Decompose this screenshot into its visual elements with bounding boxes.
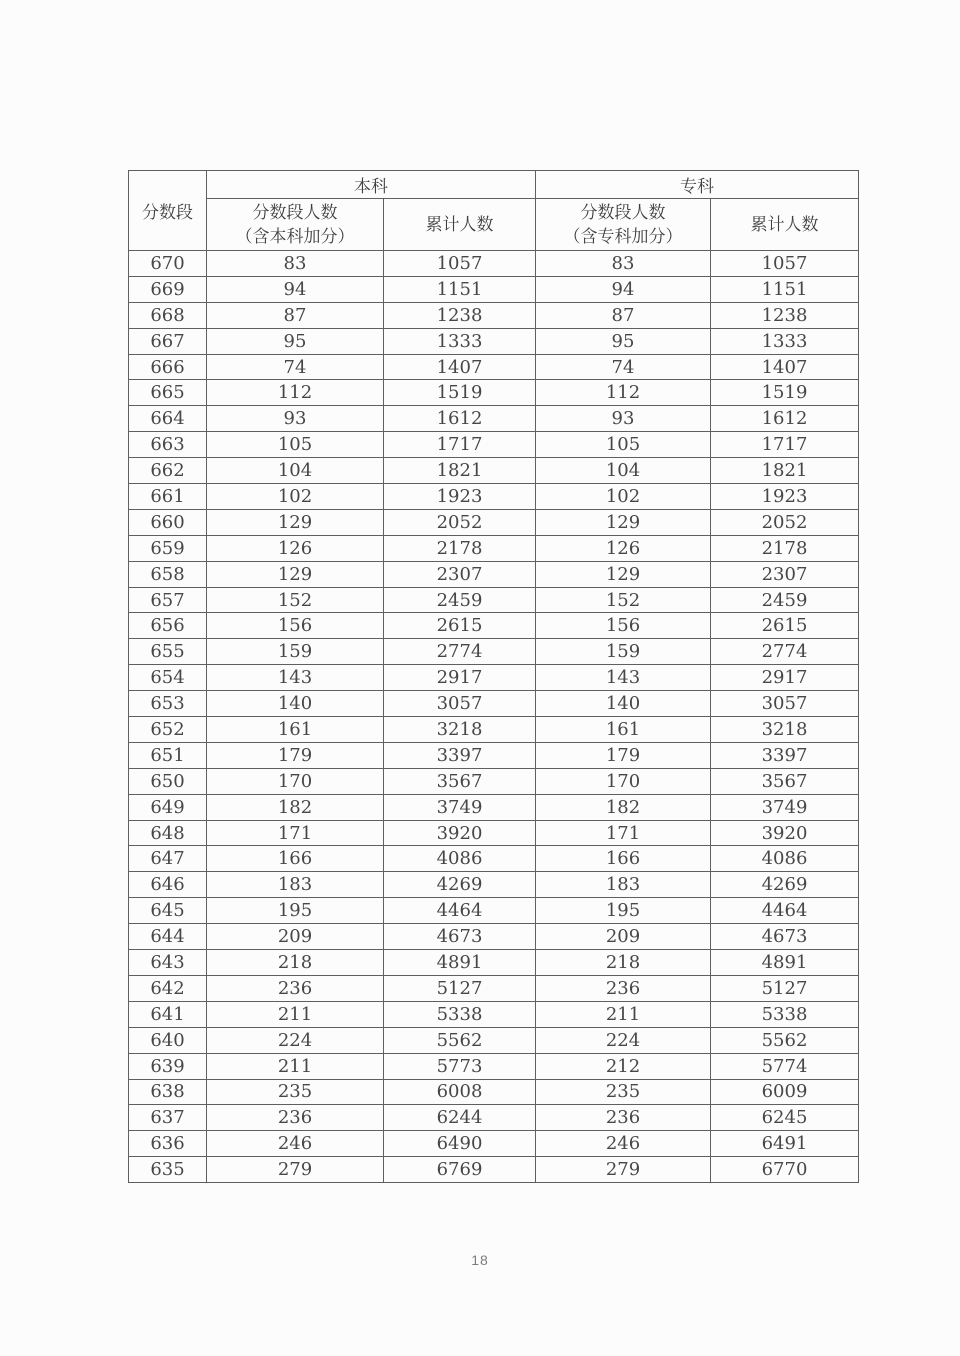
table-cell: 657 [129,587,207,613]
table-cell: 94 [536,276,711,302]
table-cell: 183 [207,872,384,898]
table-cell: 667 [129,328,207,354]
table-row [129,1105,859,1131]
table-cell: 3920 [711,820,859,846]
table-cell: 170 [536,768,711,794]
table-cell: 662 [129,458,207,484]
table-cell: 2459 [384,587,536,613]
table-cell: 6769 [384,1157,536,1183]
table-cell: 93 [536,406,711,432]
table-cell: 152 [536,587,711,613]
table-cell: 1612 [711,406,859,432]
table-cell: 1333 [711,328,859,354]
table-cell: 83 [207,251,384,277]
table-cell: 236 [536,1105,711,1131]
table-cell: 279 [207,1157,384,1183]
table-cell: 3218 [384,717,536,743]
table-cell: 644 [129,924,207,950]
table-row [129,924,859,950]
table-cell: 159 [207,639,384,665]
table-cell: 140 [536,691,711,717]
table-cell: 156 [207,613,384,639]
table-cell: 661 [129,484,207,510]
table-cell: 1057 [384,251,536,277]
table-cell: 129 [536,509,711,535]
table-row [129,380,859,406]
table-cell: 3749 [711,794,859,820]
table-cell: 3397 [384,742,536,768]
table-cell: 129 [536,561,711,587]
table-cell: 663 [129,432,207,458]
table-cell: 143 [207,665,384,691]
table-row [129,1079,859,1105]
table-cell: 156 [536,613,711,639]
table-row [129,691,859,717]
header-undergraduate-count-line2: （含本科加分） [235,226,355,246]
table-cell: 1821 [711,458,859,484]
table-cell: 665 [129,380,207,406]
table-cell: 209 [536,924,711,950]
table-cell: 2178 [384,535,536,561]
table-cell: 212 [536,1053,711,1079]
table-row [129,717,859,743]
header-group-row [129,171,859,199]
table-cell: 143 [536,665,711,691]
table-row [129,794,859,820]
table-cell: 4891 [384,950,536,976]
table-row [129,509,859,535]
table-cell: 4086 [711,846,859,872]
header-group-undergraduate: 本科 [207,171,536,199]
table-cell: 670 [129,251,207,277]
table-cell: 2774 [384,639,536,665]
table-cell: 4673 [384,924,536,950]
table-cell: 4269 [711,872,859,898]
table-row [129,587,859,613]
table-cell: 1238 [711,302,859,328]
table-cell: 6770 [711,1157,859,1183]
header-junior-college-cumulative: 累计人数 [711,199,859,251]
table-row [129,458,859,484]
table-cell: 5338 [711,1001,859,1027]
table-cell: 3218 [711,717,859,743]
header-junior-college-count-line2: （含专科加分） [563,226,683,246]
table-cell: 1821 [384,458,536,484]
table-row [129,898,859,924]
table-cell: 3920 [384,820,536,846]
table-cell: 140 [207,691,384,717]
table-cell: 112 [207,380,384,406]
table-cell: 93 [207,406,384,432]
table-cell: 2178 [711,535,859,561]
table-row [129,276,859,302]
table-row [129,639,859,665]
table-cell: 652 [129,717,207,743]
table-row [129,1053,859,1079]
table-cell: 3057 [711,691,859,717]
table-cell: 211 [536,1001,711,1027]
table-cell: 209 [207,924,384,950]
table-cell: 95 [207,328,384,354]
table-cell: 129 [207,561,384,587]
table-cell: 639 [129,1053,207,1079]
table-cell: 87 [536,302,711,328]
table-cell: 6490 [384,1131,536,1157]
table-cell: 87 [207,302,384,328]
table-cell: 3749 [384,794,536,820]
table-cell: 161 [207,717,384,743]
table-cell: 654 [129,665,207,691]
table-row [129,950,859,976]
table-cell: 179 [536,742,711,768]
table-cell: 1519 [711,380,859,406]
table-cell: 236 [207,1105,384,1131]
table-cell: 640 [129,1027,207,1053]
table-row [129,484,859,510]
table-cell: 6244 [384,1105,536,1131]
table-cell: 669 [129,276,207,302]
table-cell: 1923 [711,484,859,510]
table-cell: 94 [207,276,384,302]
table-cell: 3397 [711,742,859,768]
table-cell: 104 [207,458,384,484]
table-cell: 636 [129,1131,207,1157]
table-cell: 83 [536,251,711,277]
table-cell: 183 [536,872,711,898]
table-cell: 664 [129,406,207,432]
table-cell: 224 [536,1027,711,1053]
table-cell: 102 [207,484,384,510]
table-cell: 74 [207,354,384,380]
table-cell: 2307 [711,561,859,587]
table-row [129,872,859,898]
table-cell: 4086 [384,846,536,872]
table-cell: 647 [129,846,207,872]
table-cell: 666 [129,354,207,380]
table-cell: 152 [207,587,384,613]
header-score-range: 分数段 [129,171,207,251]
table-cell: 129 [207,509,384,535]
table-cell: 637 [129,1105,207,1131]
table-cell: 161 [536,717,711,743]
table-cell: 1333 [384,328,536,354]
table-cell: 668 [129,302,207,328]
table-cell: 211 [207,1001,384,1027]
table-row [129,328,859,354]
table-header [129,171,859,251]
table-row [129,432,859,458]
table-cell: 5773 [384,1053,536,1079]
table-cell: 1923 [384,484,536,510]
table-cell: 182 [207,794,384,820]
table-row [129,768,859,794]
table-cell: 1717 [711,432,859,458]
table-cell: 4269 [384,872,536,898]
table-cell: 5338 [384,1001,536,1027]
table-cell: 279 [536,1157,711,1183]
table-cell: 1151 [711,276,859,302]
table-cell: 166 [536,846,711,872]
table-cell: 4464 [384,898,536,924]
table-row [129,302,859,328]
table-cell: 74 [536,354,711,380]
table-row [129,406,859,432]
table-cell: 2052 [711,509,859,535]
table-cell: 246 [536,1131,711,1157]
header-undergraduate-count [207,199,384,251]
table-cell: 2307 [384,561,536,587]
table-cell: 1151 [384,276,536,302]
score-distribution-table [128,170,859,1183]
header-sub-row [129,199,859,251]
table-body [129,251,859,1183]
table-cell: 1407 [384,354,536,380]
table-cell: 5127 [711,975,859,1001]
header-undergraduate-count-line1: 分数段人数 [252,202,338,222]
table-cell: 655 [129,639,207,665]
table-cell: 211 [207,1053,384,1079]
table-cell: 236 [207,975,384,1001]
table-cell: 646 [129,872,207,898]
table-cell: 6008 [384,1079,536,1105]
table-cell: 5127 [384,975,536,1001]
table-row [129,975,859,1001]
table-row [129,1027,859,1053]
table-cell: 659 [129,535,207,561]
table-cell: 645 [129,898,207,924]
header-junior-college-count-line1: 分数段人数 [580,202,666,222]
table-cell: 171 [207,820,384,846]
table-cell: 2615 [711,613,859,639]
table-row [129,354,859,380]
table-cell: 182 [536,794,711,820]
table-row [129,1131,859,1157]
table-cell: 2774 [711,639,859,665]
table-cell: 195 [207,898,384,924]
table-cell: 2459 [711,587,859,613]
table-row [129,820,859,846]
table-cell: 641 [129,1001,207,1027]
table-cell: 648 [129,820,207,846]
table-cell: 105 [536,432,711,458]
table-cell: 6491 [711,1131,859,1157]
header-group-junior-college: 专科 [536,171,859,199]
table-cell: 102 [536,484,711,510]
table-cell: 3567 [711,768,859,794]
table-cell: 4464 [711,898,859,924]
table-cell: 170 [207,768,384,794]
table-cell: 1057 [711,251,859,277]
table-cell: 171 [536,820,711,846]
table-cell: 660 [129,509,207,535]
table-cell: 105 [207,432,384,458]
table-cell: 635 [129,1157,207,1183]
header-junior-college-count [536,199,711,251]
table-cell: 1407 [711,354,859,380]
table-row [129,665,859,691]
table-cell: 246 [207,1131,384,1157]
table-cell: 95 [536,328,711,354]
table-cell: 126 [536,535,711,561]
table-cell: 1612 [384,406,536,432]
table-row [129,846,859,872]
table-cell: 235 [536,1079,711,1105]
table-cell: 5774 [711,1053,859,1079]
table-cell: 159 [536,639,711,665]
table-row [129,1157,859,1183]
table-cell: 236 [536,975,711,1001]
table-cell: 179 [207,742,384,768]
table-cell: 643 [129,950,207,976]
table-row [129,561,859,587]
table-row [129,251,859,277]
table-cell: 112 [536,380,711,406]
table-cell: 638 [129,1079,207,1105]
header-undergraduate-cumulative: 累计人数 [384,199,536,251]
table-cell: 2615 [384,613,536,639]
table-cell: 166 [207,846,384,872]
table-cell: 658 [129,561,207,587]
table-cell: 1717 [384,432,536,458]
table-cell: 649 [129,794,207,820]
table-cell: 195 [536,898,711,924]
table-cell: 653 [129,691,207,717]
table-cell: 642 [129,975,207,1001]
table-cell: 6245 [711,1105,859,1131]
table-row [129,613,859,639]
table-cell: 1238 [384,302,536,328]
table-cell: 2052 [384,509,536,535]
table-row [129,1001,859,1027]
table-cell: 2917 [711,665,859,691]
table-row [129,535,859,561]
table-cell: 5562 [384,1027,536,1053]
table-cell: 235 [207,1079,384,1105]
table-cell: 656 [129,613,207,639]
table-cell: 651 [129,742,207,768]
table-cell: 650 [129,768,207,794]
table-cell: 1519 [384,380,536,406]
table-cell: 6009 [711,1079,859,1105]
table-row [129,742,859,768]
table-cell: 3567 [384,768,536,794]
table-cell: 224 [207,1027,384,1053]
table-cell: 5562 [711,1027,859,1053]
table-cell: 218 [207,950,384,976]
table-cell: 4673 [711,924,859,950]
table-cell: 218 [536,950,711,976]
table-cell: 3057 [384,691,536,717]
table-cell: 4891 [711,950,859,976]
table-cell: 2917 [384,665,536,691]
page-number: 18 [471,1252,489,1268]
table-cell: 104 [536,458,711,484]
table-cell: 126 [207,535,384,561]
